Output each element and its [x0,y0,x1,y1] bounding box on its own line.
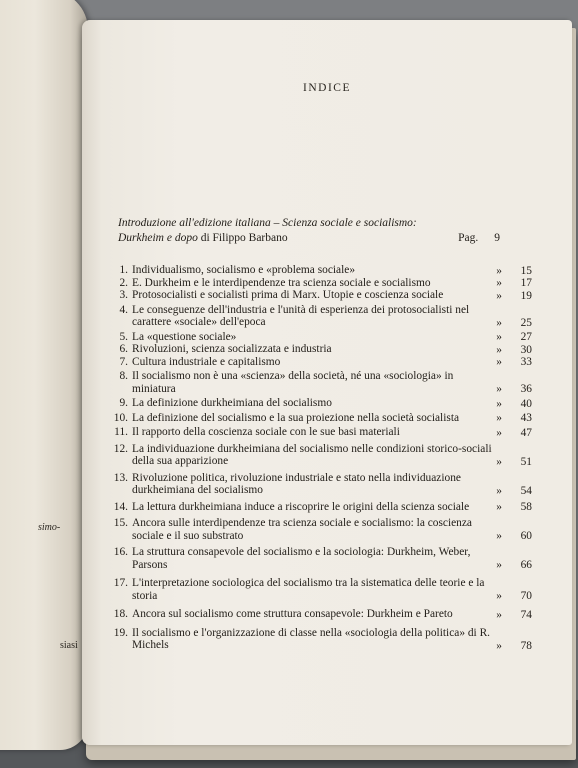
toc-entry-title: Ancora sulle interdipendenze tra scienza sociale e socialismo: la coscienza sociale e il suo substrato [132,517,472,542]
toc-ditto-mark: » [496,412,502,424]
toc-ditto-mark: » [496,343,502,356]
toc-entry-title: La struttura consapevole del socialismo e la sociologia: Durkheim, Weber, Parsons [132,546,471,571]
toc-ditto-mark: » [496,639,502,652]
toc-entry-title: La lettura durkheimiana induce a riscoprire le origini della scienza sociale [132,500,470,513]
toc-entry [112,370,532,395]
toc-entry-number: 7. [119,355,128,368]
toc-ditto-mark: » [496,316,502,329]
toc-entry-number: 6. [119,343,128,355]
toc-entry [112,627,532,652]
toc-ditto-mark: » [496,559,502,571]
toc-entry-title: La «questione sociale» [132,330,237,343]
toc-ditto-mark: » [496,289,502,302]
toc-entry-title: Cultura industriale e capitalismo [132,355,281,368]
toc-entry [112,331,532,344]
toc-ditto-mark: » [496,356,502,368]
toc-ditto-mark: » [496,484,502,497]
toc-entry-number: 9. [119,397,128,409]
toc-entry-page: 74 [520,608,532,621]
toc-entry-page: 58 [520,501,532,513]
toc-entry-number: 1. [119,264,128,276]
toc-ditto-mark: » [496,397,502,410]
toc-entry [112,356,532,369]
toc-entry-title: Ancora sul socialismo come struttura consapevole: Durkheim e Pareto [132,608,453,620]
toc-entry-title: Le conseguenze dell'industria e l'unità di esperienza dei protosocialisti nel carattere «sociale» dell'epoca [132,303,470,328]
table-of-contents [112,264,532,652]
toc-entry [112,501,532,514]
toc-entry-page: 47 [520,426,532,439]
toc-entry-page: 60 [520,530,532,542]
toc-entry [112,546,532,571]
toc-entry-title: Il rapporto della coscienza sociale con le sue basi materiali [132,426,400,438]
toc-entry-number: 8. [119,370,128,382]
intro-pag-label: Pag. [458,232,479,244]
toc-entry-page: 36 [520,383,532,395]
toc-entry-page: 17 [520,277,532,289]
toc-entry [112,289,532,302]
toc-entry-number: 4. [119,303,128,316]
toc-ditto-mark: » [496,455,502,468]
toc-entry-title: Rivoluzione politica, rivoluzione industriale e stato nella individuazione durkheimiana del socialismo [132,471,461,496]
toc-entry-title: Rivoluzioni, scienza socializzata e industria [132,343,332,355]
toc-entry [112,608,532,621]
toc-entry-page: 40 [520,397,532,410]
index-page [82,20,572,745]
intro-author: di Filippo Barbano [197,232,288,244]
toc-ditto-mark: » [496,590,502,602]
left-page-fragment: siasi [60,640,78,651]
toc-entry-number: 3. [119,289,128,301]
toc-entry-title: La individuazione durkheimiana del socialismo nelle condizioni storico-sociali della sua apparizione [132,442,492,467]
toc-entry-page: 78 [520,639,532,652]
toc-entry-page: 30 [520,343,532,356]
toc-entry-number: 5. [119,330,128,343]
intro-page-ref [458,231,500,246]
toc-entry-page: 66 [520,559,532,571]
toc-ditto-mark: » [496,426,502,439]
toc-entry-page: 25 [520,316,532,329]
toc-entry [112,472,532,497]
toc-ditto-mark: » [496,608,502,621]
toc-entry [112,264,532,277]
toc-ditto-mark: » [496,264,502,277]
toc-entry [112,426,532,439]
toc-ditto-mark: » [496,331,502,343]
toc-entry-page: 19 [520,289,532,302]
intro-page-number: 9 [494,232,500,244]
toc-entry [112,443,532,468]
toc-ditto-mark: » [496,277,502,289]
intro-entry [118,216,522,246]
toc-entry-title: Individualismo, socialismo e «problema sociale» [132,264,356,276]
toc-entry-title: Protosocialisti e socialisti prima di Marx. Utopie e coscienza sociale [132,289,444,301]
toc-entry-title: La definizione durkheimiana del socialismo [132,397,332,409]
toc-entry-number: 17. [113,577,128,589]
left-page [0,0,88,750]
toc-entry-number: 14. [113,500,128,513]
toc-entry [112,397,532,410]
toc-entry-number: 11. [114,426,128,438]
toc-entry-number: 10. [113,411,128,424]
toc-entry-title: Il socialismo e l'organizzazione di classe nella «sociologia della politica» di R. Michels [132,626,491,651]
toc-entry-title: La definizione del socialismo e la sua proiezione nella società socialista [132,411,460,424]
toc-entry [112,304,532,329]
toc-entry-number: 12. [113,442,128,455]
toc-entry [112,343,532,356]
toc-entry-page: 43 [520,412,532,424]
toc-entry-number: 16. [113,546,128,558]
toc-ditto-mark: » [496,383,502,395]
intro-line-1: Introduzione all'edizione italiana – Scienza sociale e socialismo: [118,217,417,229]
toc-entry-number: 19. [113,626,128,639]
toc-entry [112,412,532,425]
toc-entry-number: 13. [113,471,128,484]
toc-entry [112,277,532,290]
toc-entry [112,577,532,602]
toc-entry-page: 70 [520,590,532,602]
page-title: INDICE [303,82,351,94]
toc-entry-page: 15 [520,264,532,277]
toc-entry-number: 2. [119,276,128,289]
toc-entry-title: E. Durkheim e le interdipendenze tra scienza sociale e socialismo [132,276,431,289]
toc-ditto-mark: » [496,501,502,513]
toc-ditto-mark: » [496,530,502,542]
toc-entry-page: 51 [520,455,532,468]
toc-entry-number: 15. [113,517,128,529]
toc-entry-title: L'interpretazione sociologica del socialismo tra la sistematica delle teorie e la storia [132,577,485,602]
toc-entry-title: Il socialismo non è una «scienza» della società, né una «sociologia» in miniatura [132,370,454,395]
toc-entry [112,517,532,542]
intro-title-italic: Durkheim e dopo [118,232,198,244]
left-page-fragment: simo- [38,522,61,533]
toc-entry-page: 27 [520,331,532,343]
toc-entry-page: 54 [520,484,532,497]
toc-entry-number: 18. [113,608,128,620]
toc-entry-page: 33 [520,356,532,368]
